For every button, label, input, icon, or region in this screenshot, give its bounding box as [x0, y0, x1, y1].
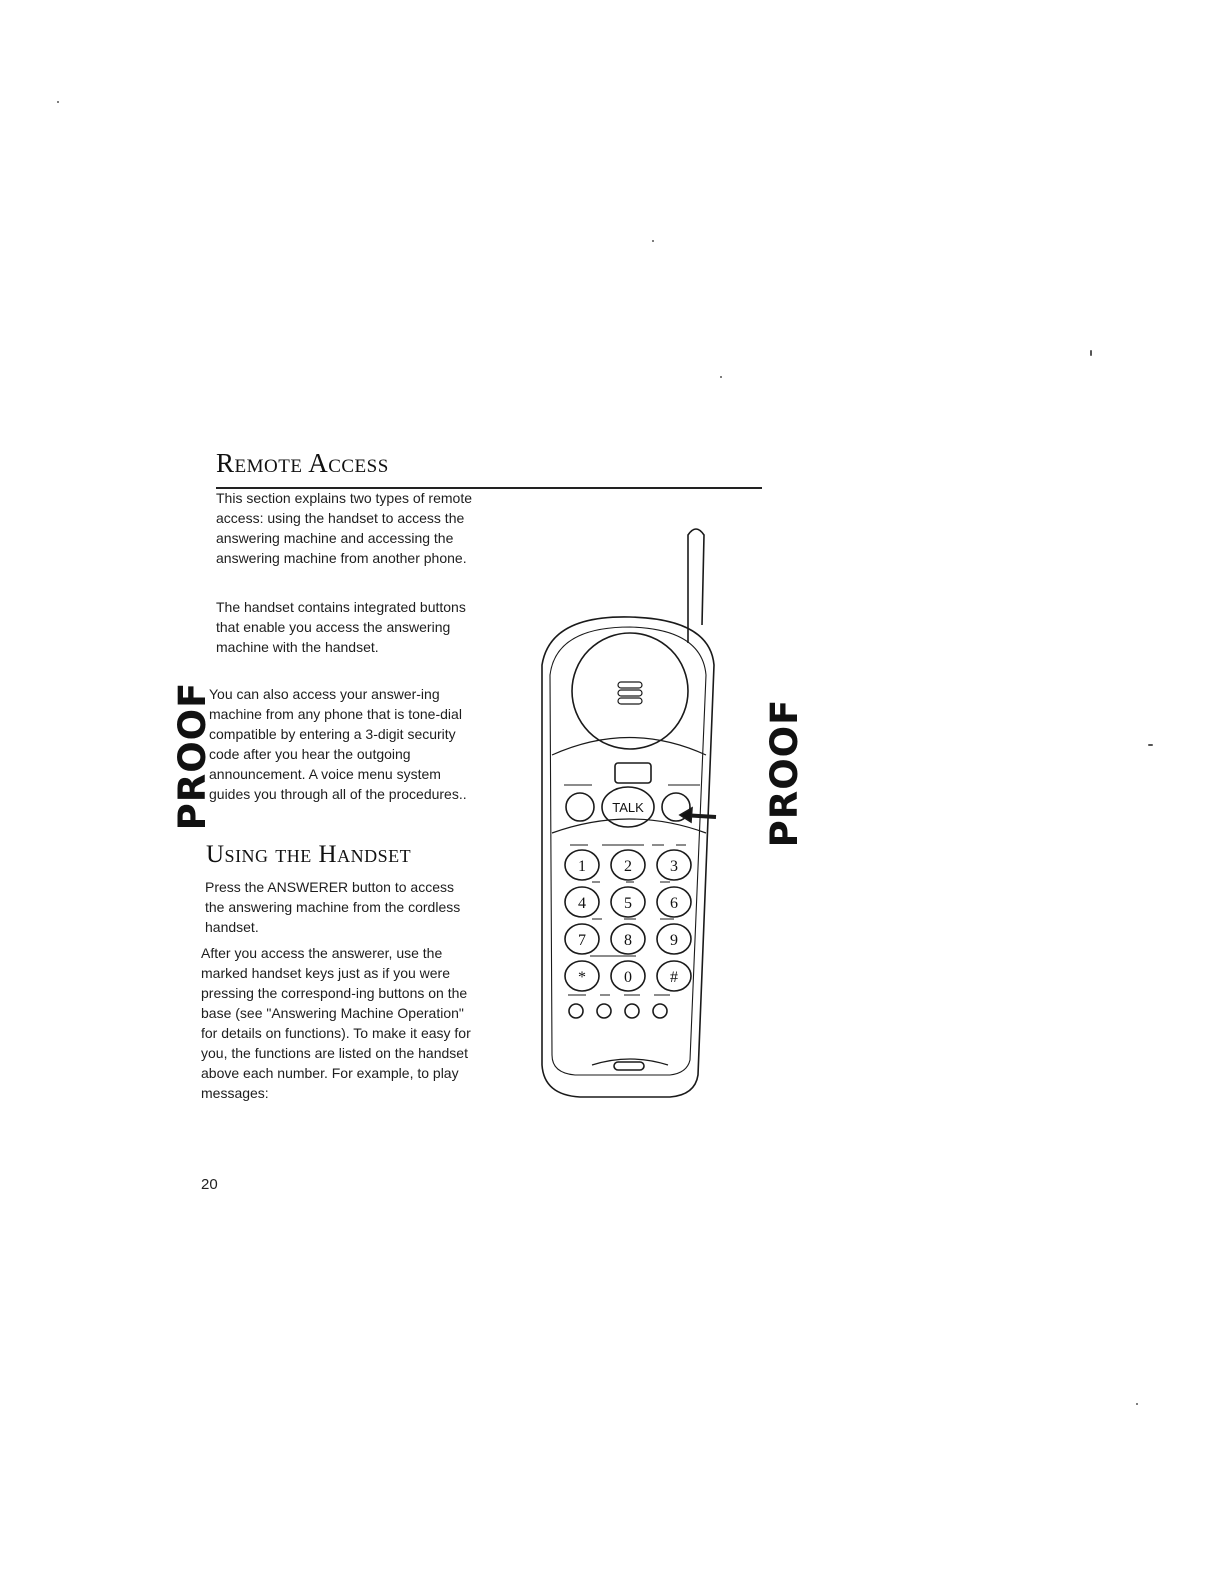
earpiece	[572, 633, 688, 749]
keypad-key-label: 7	[578, 932, 586, 949]
keypad-key[interactable]	[657, 850, 691, 880]
scan-speck	[1090, 350, 1092, 356]
indicator-window	[615, 763, 651, 783]
keypad-key[interactable]	[611, 924, 645, 954]
keypad-key-label: *	[578, 969, 586, 986]
keypad-key[interactable]	[565, 887, 599, 917]
talk-label: TALK	[612, 800, 644, 815]
proof-watermark-left: PROOF	[171, 681, 214, 831]
keypad-key-label: #	[670, 969, 678, 986]
keypad-key-label: 3	[670, 858, 678, 875]
subsection-title: Using the Handset	[206, 841, 412, 868]
keypad-key-label: 4	[578, 895, 586, 912]
keypad-key[interactable]	[611, 961, 645, 991]
keypad	[565, 850, 691, 991]
cordless-handset-illustration	[530, 515, 730, 1105]
handset-buttons-paragraph: The handset contains integrated buttons that enable you access the answering machine with the handset.	[216, 599, 466, 655]
scan-speck	[1148, 744, 1153, 746]
keypad-key[interactable]	[611, 850, 645, 880]
handset-inner-outline	[550, 627, 706, 1075]
keypad-curve	[552, 819, 706, 833]
memory-button[interactable]	[569, 1004, 583, 1018]
scan-speck	[720, 376, 722, 378]
intro-paragraph: This section explains two types of remote access: using the handset to access the answering machine and accessing the answering machine from another phone.	[216, 490, 473, 566]
section-title: Remote Access	[216, 448, 389, 478]
keypad-key-label: 8	[624, 932, 632, 949]
keypad-key[interactable]	[565, 924, 599, 954]
scan-speck	[1136, 1403, 1138, 1405]
keypad-key[interactable]	[657, 924, 691, 954]
antenna	[688, 529, 704, 643]
display-curve	[552, 738, 706, 756]
proof-watermark-right: PROOF	[763, 698, 806, 848]
keypad-key-label: 9	[670, 932, 678, 949]
vol-button[interactable]	[597, 1004, 611, 1018]
scan-speck	[57, 101, 59, 103]
keypad-key[interactable]	[565, 961, 599, 991]
keypad-key-label: 6	[670, 895, 678, 912]
keypad-key[interactable]	[657, 961, 691, 991]
handset-keys-paragraph: After you access the answerer, use the marked handset keys just as if you were pressing the correspond-ing buttons on the base (see "Answering Machine Operation" for details on functions). To make it easy for you, the functions are listed on the handset above each number. For example, to play messages:	[201, 945, 471, 1101]
keypad-key[interactable]	[611, 887, 645, 917]
keypad-key[interactable]	[565, 850, 599, 880]
handset-drawing	[530, 515, 730, 1105]
intercom-button[interactable]	[566, 793, 594, 821]
answerer-button-paragraph: Press the ANSWERER button to access the answering machine from the cordless handset.	[205, 879, 461, 935]
scan-speck	[652, 240, 654, 242]
keypad-key-label: 5	[624, 895, 632, 912]
keypad-key[interactable]	[657, 887, 691, 917]
function-label-marks	[564, 785, 700, 995]
charging-contacts	[614, 1062, 644, 1070]
keypad-key-label: 1	[578, 858, 586, 875]
redial-button[interactable]	[625, 1004, 639, 1018]
keypad-key-label: 2	[624, 858, 632, 875]
page-number: 20	[201, 1176, 218, 1193]
speaker-slots	[618, 682, 642, 704]
keypad-key-label: 0	[624, 969, 632, 986]
remote-phone-paragraph: You can also access your answer-ing machine from any phone that is tone-dial compatible by entering a 3-digit security code after you hear the outgoing announcement. A voice menu system guides you through all of the procedures..	[209, 686, 467, 802]
flash-button[interactable]	[653, 1004, 667, 1018]
